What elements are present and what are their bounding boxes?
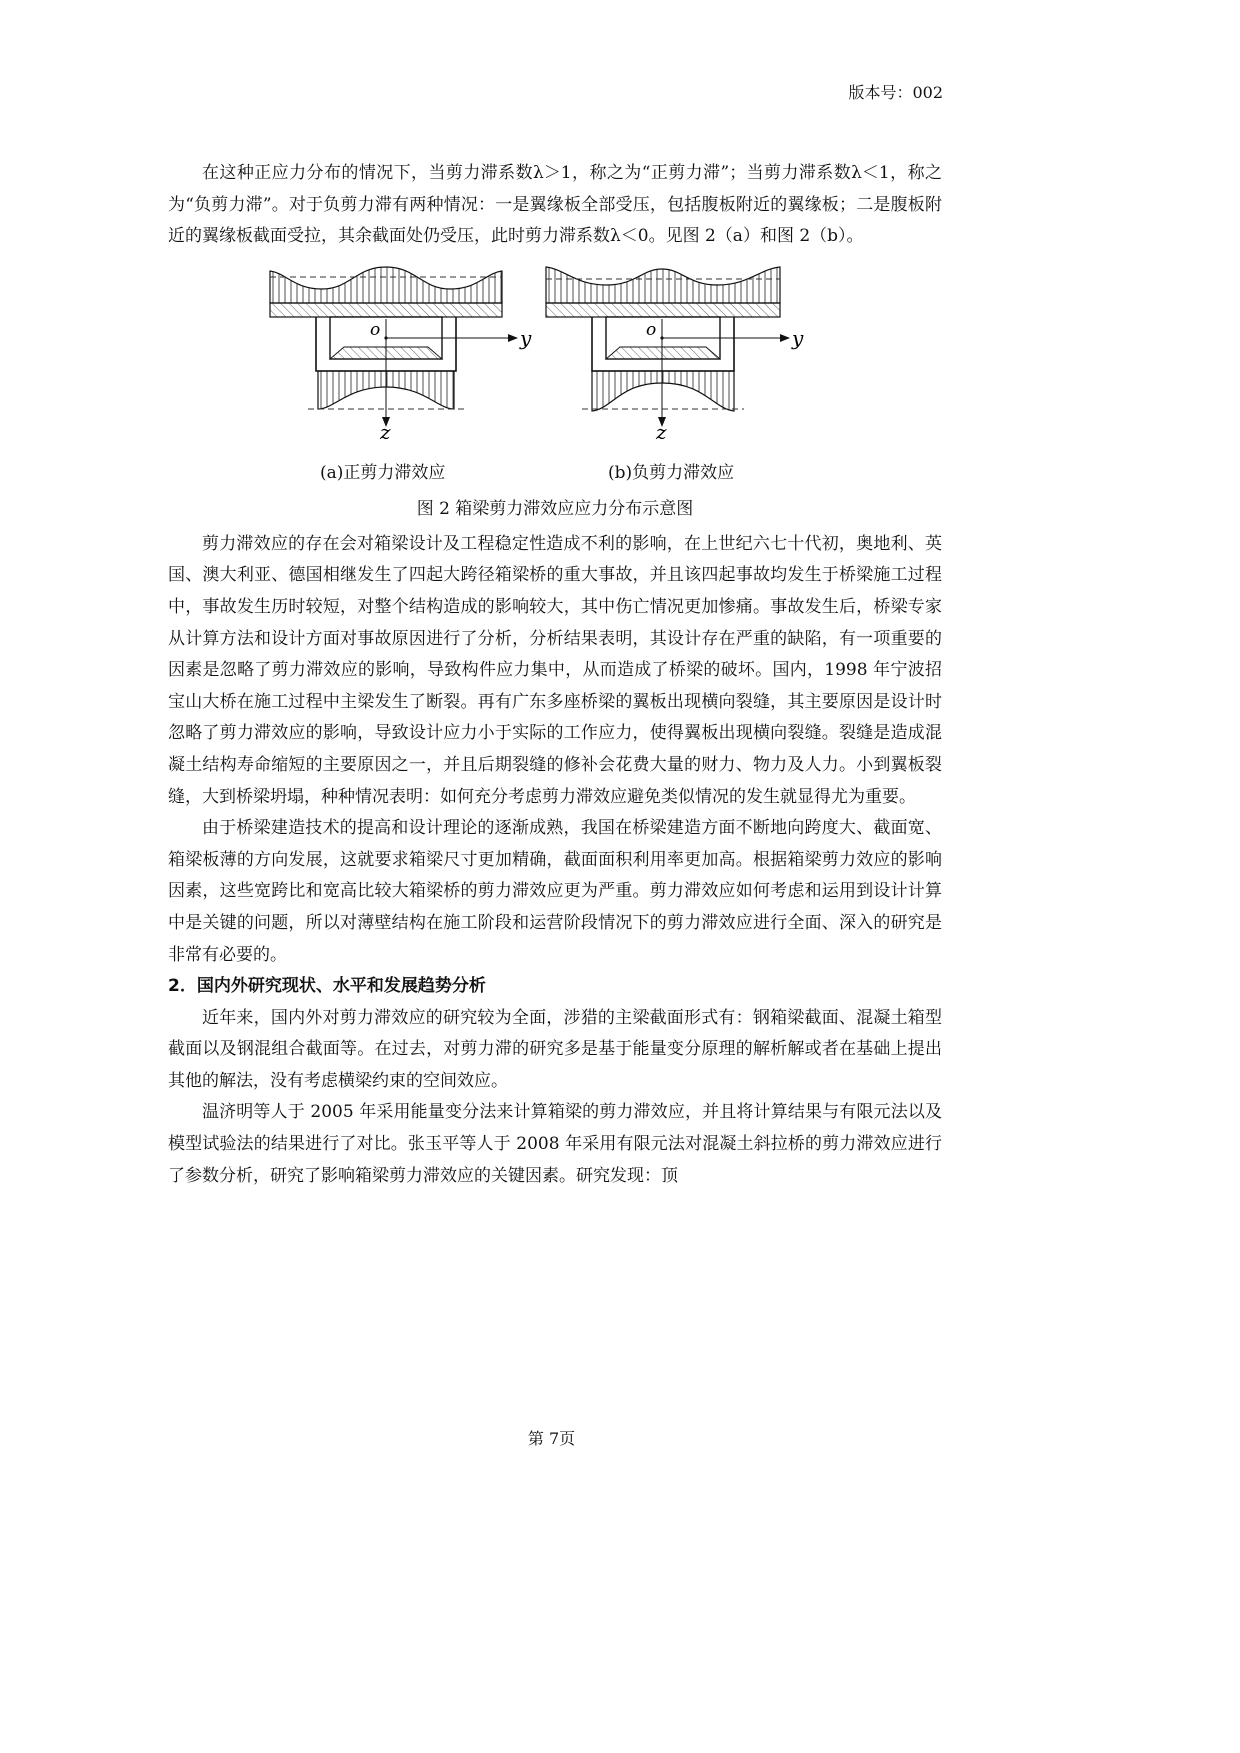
- paragraph-4: 近年来，国内外对剪力滞效应的研究较为全面，涉猎的主梁截面形式有：钢箱梁截面、混凝土箱型截面以及钢混组合截面等。在过去，对剪力滞的研究多是基于能量变分原理的解析解或者在基础上提出其他的解法，没有考虑横梁约束的空间效应。: [168, 1007, 942, 1091]
- axis-z-label-a: z: [380, 419, 391, 439]
- main-content: [168, 158, 942, 1192]
- diagram-negative-shear-lag: [546, 267, 790, 427]
- diagram-positive-shear-lag: [270, 267, 518, 427]
- page-number: 第 7页: [527, 1429, 576, 1448]
- subfigure-a-caption: (a)正剪力滞效应: [320, 462, 446, 483]
- axis-o-label-a: o: [370, 319, 381, 340]
- paragraph-1: 在这种正应力分布的情况下，当剪力滞系数λ＞1，称之为“正剪力滞”；当剪力滞系数λ＜1，称之为“负剪力滞”。对于负剪力滞有两种情况：一是翼缘板全部受压，包括腹板附近的翼缘板；二是腹板附近的翼缘板截面受拉，其余截面处仍受压，此时剪力滞系数λ＜0。见图 2（a）和图 2（b）。: [168, 163, 942, 247]
- axis-y-label-a: y: [520, 325, 532, 350]
- version-number: 版本号：002: [848, 83, 943, 102]
- paragraph-5: 温济明等人于 2005 年采用能量变分法来计算箱梁的剪力滞效应，并且将计算结果与有限元法以及模型试验法的结果进行了对比。张玉平等人于 2008 年采用有限元法对混凝土斜拉桥的剪力滞效应进行了参数分析，研究了影响箱梁剪力滞效应的关键因素。研究发现：顶: [168, 1102, 942, 1186]
- top-stress-curve-a: [270, 267, 502, 303]
- axis-z-label-b: z: [656, 419, 667, 439]
- figure-2: [168, 259, 942, 529]
- top-stress-curve-b: [546, 267, 780, 303]
- box-girder-stress-diagram: [168, 259, 942, 439]
- figure-caption: 图 2 箱梁剪力滞效应应力分布示意图: [416, 498, 694, 519]
- section-heading: 2．国内外研究现状、水平和发展趋势分析: [168, 976, 486, 997]
- paragraph-3: 由于桥梁建造技术的提高和设计理论的逐渐成熟，我国在桥梁建造方面不断地向跨度大、截面宽、箱梁板薄的方向发展，这就要求箱梁尺寸更加精确，截面面积利用率更加高。根据箱梁剪力效应的影响因素，这些宽跨比和宽高比较大箱梁桥的剪力滞效应更为严重。剪力滞效应如何考虑和运用到设计计算中是关键的问题，所以对薄壁结构在施工阶段和运营阶段情况下的剪力滞效应进行全面、深入的研究是非常有必要的。: [168, 818, 942, 965]
- paragraph-2: 剪力滞效应的存在会对箱梁设计及工程稳定性造成不利的影响，在上世纪六七十代初，奥地利、英国、澳大利亚、德国相继发生了四起大跨径箱梁桥的重大事故，并且该四起事故均发生于桥梁施工过程中，事故发生历时较短，对整个结构造成的影响较大，其中伤亡情况更加惨痛。事故发生后，桥梁专家从计算方法和设计方面对事故原因进行了分析，分析结果表明，其设计存在严重的缺陷，有一项重要的因素是忽略了剪力滞效应的影响，导致构件应力集中，从而造成了桥梁的破坏。国内，1998 年宁波招宝山大桥在施工过程中主梁发生了断裂。再有广东多座桥梁的翼板出现横向裂缝，其主要原因是设计时忽略了剪力滞效应的影响，导致设计应力小于实际的工作应力，使得翼板出现横向裂缝。裂缝是造成混凝土结构寿命缩短的主要原因之一，并且后期裂缝的修补会花费大量的财力、物力及人力。小到翼板裂缝，大到桥梁坍塌，种种情况表明：如何充分考虑剪力滞效应避免类似情况的发生就显得尤为重要。: [168, 533, 942, 807]
- axis-y-label-b: y: [792, 325, 804, 350]
- axis-o-label-b: o: [646, 319, 657, 340]
- subfigure-b-caption: (b)负剪力滞效应: [608, 462, 735, 483]
- bottom-stress-curve-b: [592, 371, 734, 411]
